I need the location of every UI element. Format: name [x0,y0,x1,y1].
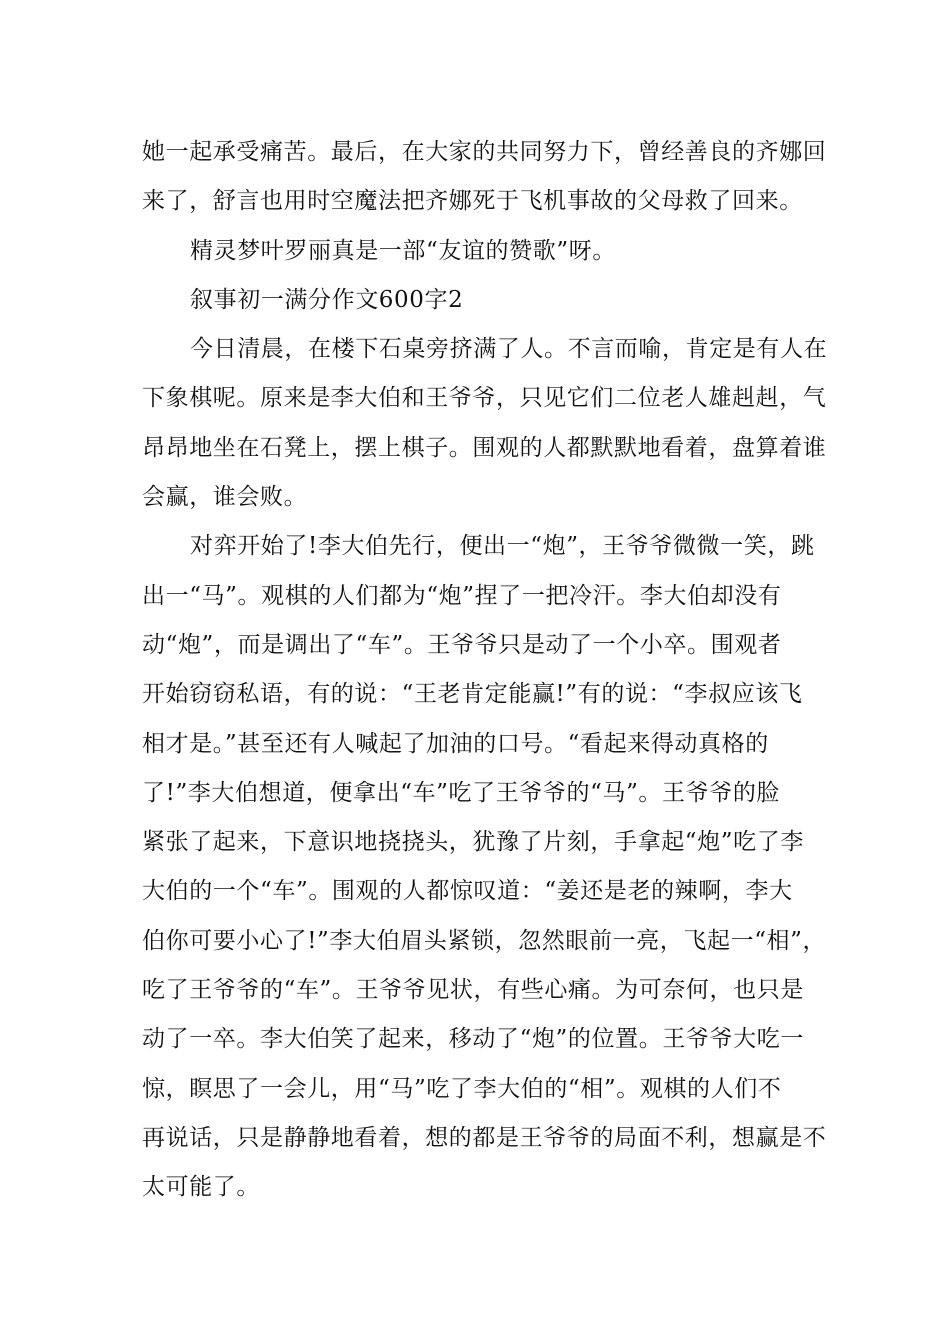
text-line: 吃了王爷爷的“车”。王爷爷见状，有些心痛。为可奈何，也只是 [142,977,804,1004]
text-line: 她一起承受痛苦。最后，在大家的共同努力下，曾经善良的齐娜回 [142,139,827,165]
text-line: 太可能了。 [142,1174,260,1201]
text-line: 开始窃窃私语，有的说：“王老肯定能赢!”有的说：“李叔应该飞 [142,681,803,708]
text-line: 昂昂地坐在石凳上，摆上棋子。围观的人都默默地看着，盘算着谁 [142,434,827,461]
text-line: 大伯的一个“车”。围观的人都惊叹道：“姜还是老的辣啊，李大 [142,878,793,905]
text-line: 动“炮”，而是调出了“车”。王爷爷只是动了一个小卒。围观者 [142,631,782,658]
text-line: 伯你可要小心了!”李大伯眉头紧锁，忽然眼前一亮，飞起一“相”， [142,927,827,954]
text-line: 对弈开始了!李大伯先行，便出一“炮”，王爷爷微微一笑，跳 [190,533,815,560]
document-body [142,128,828,1213]
text-line: 出一“马”。观棋的人们都为“炮”捏了一把冷汗。李大伯却没有 [142,582,782,609]
text-line: 动了一卒。李大伯笑了起来，移动了“炮”的位置。王爷爷大吃一 [142,1026,804,1053]
text-line: 精灵梦叶罗丽真是一部“友谊的赞歌”呀。 [190,237,616,264]
text-line: 相才是。”甚至还有人喊起了加油的口号。“看起来得动真格的 [142,730,769,757]
text-line: 来了，舒言也用时空魔法把齐娜死于飞机事故的父母救了回来。 [142,188,803,215]
text-line: 惊，瞑思了一会儿，用“马”吃了李大伯的“相”。观棋的人们不 [142,1075,782,1102]
text-line: 今日清晨，在楼下石桌旁挤满了人。不言而喻，肯定是有人在 [190,336,828,363]
text-line: 下象棋呢。原来是李大伯和王爷爷，只见它们二位老人雄赳赳，气 [142,385,827,412]
text-line: 会赢，谁会败。 [142,484,308,511]
section-heading: 叙事初一满分作文600字2 [190,286,464,313]
text-line: 再说话，只是静静地看着，想的都是王爷爷的局面不利，想赢是不 [142,1124,827,1151]
text-line: 了!”李大伯想道，便拿出“车”吃了王爷爷的“马”。王爷爷的脸 [142,779,781,806]
text-line: 紧张了起来，下意识地挠挠头，犹豫了片刻，手拿起“炮”吃了李 [142,829,804,856]
